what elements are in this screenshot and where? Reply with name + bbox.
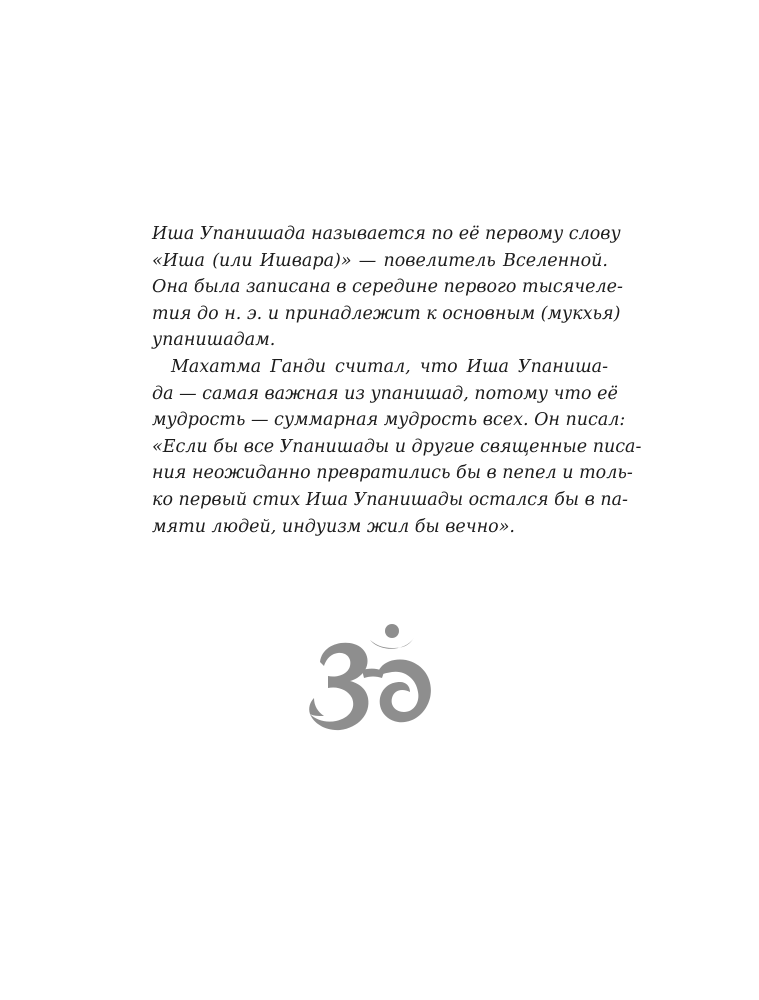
text-line: да — самая важная из упанишад, потому что её: [152, 383, 618, 404]
text-line: Она была записана в середине первого тысячеле-: [152, 277, 623, 298]
text-line: «Если бы все Упанишады и другие священные писа-: [152, 436, 642, 457]
text-line: ко первый стих Иша Упанишады остался бы в па-: [152, 489, 628, 510]
text-line: «Иша (или Ишвара)» — повелитель Вселенной.: [152, 250, 608, 271]
text-line: тия до н. э. и принадлежит к основным (мукхья): [152, 303, 621, 324]
text-line: упанишадам.: [152, 330, 276, 351]
paragraph-1: [152, 221, 623, 354]
om-symbol-icon: [308, 618, 436, 736]
paragraph-2: [152, 354, 642, 540]
text-line: мяти людей, индуизм жил бы вечно».: [152, 516, 515, 537]
text-line: Махатма Ганди считал, что Иша Упаниша-: [171, 356, 608, 377]
text-line: ния неожиданно превратились бы в пепел и толь-: [152, 463, 633, 484]
text-line: Иша Упанишада называется по её первому слову: [152, 224, 621, 244]
text-line: мудрость — суммарная мудрость всех. Он писал:: [152, 410, 626, 431]
om-glyph: [309, 624, 431, 730]
body-text: [152, 221, 642, 540]
